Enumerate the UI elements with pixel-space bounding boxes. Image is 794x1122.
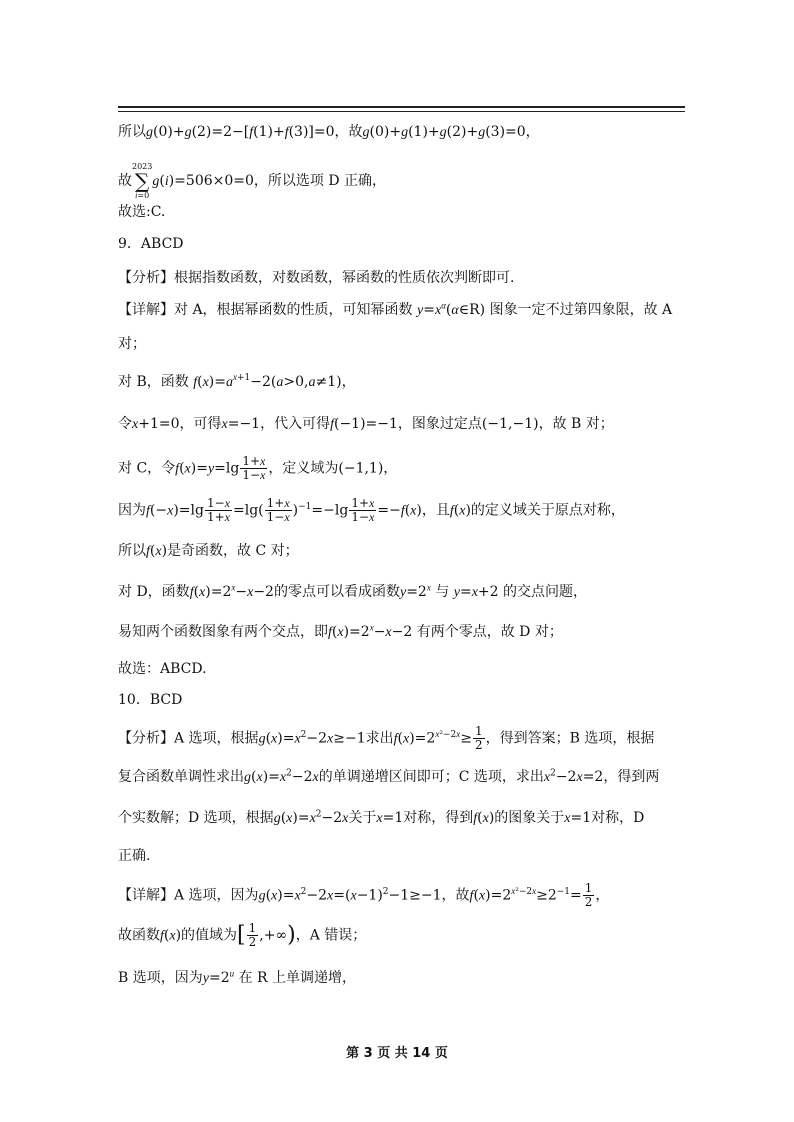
text: ，定义域为 [268, 460, 339, 477]
q8-line-3: 故选:C. [118, 204, 166, 220]
text: 对称，D [591, 810, 645, 826]
text: ，得到两 [603, 769, 660, 785]
q9-detail-2: 对； [118, 336, 146, 352]
analysis-tag: 【分析】 [118, 730, 174, 747]
text: 对 B，函数 [118, 374, 189, 390]
text: 的交点问题， [503, 584, 587, 600]
q9-detail-5: 对 C，令f(x)=y=lg $\frac{1+x}{1-x}$ ，定义域为(−1,1)， [118, 454, 398, 482]
text: ，可得 [179, 416, 222, 432]
detail-tag: 【详解】 [118, 302, 174, 318]
summation-symbol: 2023 ∑ i=0 [132, 162, 153, 200]
q9-analysis [118, 268, 514, 288]
q9-detail-10: 故选：ABCD. [118, 661, 207, 677]
text: 所以 [118, 124, 146, 140]
text: ，故 B 对； [538, 416, 614, 432]
q10-detail-2: 故函数f(x)的值域为[ $\frac{1}{2}$ ,+∞)，A 错误； [118, 921, 367, 949]
text: 因为 [118, 502, 146, 519]
q9-detail-4: 令x+1=0，可得x=−1，代入可得f(−1)=−1，图象过定点(−1,−1)，故 B 对； [118, 416, 614, 432]
text: ， [383, 460, 398, 477]
text: B 选项，因为 [118, 970, 203, 986]
detail-tag: 【详解】 [118, 887, 174, 904]
text: 的值域为 [181, 927, 238, 944]
text: 所以 [118, 543, 146, 559]
q10-detail-1: 【详解】A 选项，因为$g(x)=x^2-2x=(x-1)^2-1\ge-1$，故$f(x)=2^{x^2-2x}\ge 2^{-1}=$ $\frac{1}{2}$ ， [118, 881, 610, 909]
text: 是奇函数，故 C 对； [167, 543, 299, 559]
text: 复合函数单调性求出 [118, 769, 244, 785]
text: 与 [435, 584, 450, 600]
q10-analysis-1: 【分析】A 选项，根据$g(x)=x^2-2x\ge-1$求出$f(x)=2^{x^2-2x}\ge$ $\frac{1}{2}$ ，得到答案；B 选项，根据 [118, 724, 655, 752]
text: ，故 [441, 887, 470, 904]
q8-line-2: 故2023 ∑ i=0g(i)=506×0=0，所以选项 D 正确， [118, 162, 387, 200]
text: A 选项，根据 [174, 730, 259, 747]
q10-analysis-3: 个实数解；D 选项，根据$g(x)=x^2-2x$关于x=1对称，得到f(x)的图象关于x=1对称，D [118, 809, 645, 826]
text: 对 C，令 [118, 460, 176, 477]
text: 关于 [348, 810, 377, 826]
text: ，代入可得 [260, 416, 331, 432]
q9-detail-8: 对 D，函数$f(x)=2^x-x-2$的零点可以看成函数$y=2^x$ 与 y=x+2 的交点问题， [118, 582, 587, 600]
text: 易知两个函数图象有两个交点，即 [118, 624, 328, 640]
text: ，图象过定点 [397, 416, 482, 432]
text: 对称，得到 [403, 810, 474, 826]
text: ，所以选项 D 正确， [253, 173, 387, 189]
q10-title: 10．BCD [118, 692, 183, 708]
q9-title: 9．ABCD [118, 236, 184, 252]
q10-detail-3: B 选项，因为$y=2^u$ 在 R 上单调递增， [118, 968, 357, 986]
header-rule-thin [118, 111, 685, 112]
analysis-tag: 【分析】 [118, 270, 174, 286]
text: 的定义域关于原点对称， [470, 502, 625, 519]
text: 有两个零点，故 D 对； [416, 624, 563, 640]
text: ，且 [421, 502, 450, 519]
text: 根据指数函数，对数函数，幂函数的性质依次判断即可. [174, 270, 515, 286]
q8-line-1: 所以g(0)+g(2)=2−[f(1)+f(3)]=0，故g(0)+g(1)+g(2)+g(3)=0， [118, 124, 540, 140]
fraction: $\frac{1+x}{1-x}$ [242, 454, 266, 482]
text: 的单调递增区间即可；C 选项，求出 [318, 769, 544, 785]
text: 故 [118, 173, 132, 189]
text: ， [595, 887, 610, 904]
text: 求出 [365, 730, 394, 747]
text: 在 R 上单调递增， [238, 970, 357, 986]
q9-detail-6: 因为f(−x)=lg $\frac{1-x}{1+x}$ =lg( $\frac{1+x}{1-x}$ )$^{-1}$=−lg $\frac{1+x}{1-x}$ =−f(x)，且f(x)的定义域关于原点对称， [118, 496, 625, 524]
text: 的图象关于 [494, 810, 565, 826]
header-rule-thick [118, 106, 685, 108]
text: 对 D，函数 [118, 584, 190, 600]
text: 图象一定不过第四象限，故 A [489, 302, 673, 318]
page-footer: 第 3 页 共 14 页 [346, 1046, 448, 1061]
text: ，A 错误； [295, 927, 367, 944]
text: ， [341, 374, 356, 390]
q9-detail-3: 对 B，函数 $f(x)=a^{x+1}-2(a>0,a\ne 1)$， [118, 372, 356, 390]
q9-detail-9: 易知两个函数图象有两个交点，即$f(x)=2^x-x-2$ 有两个零点，故 D 对； [118, 622, 563, 640]
text: 令 [118, 416, 132, 432]
q10-analysis-2: 复合函数单调性求出$g(x)=x^2-2x$的单调递增区间即可；C 选项，求出$x^2-2x=2$，得到两 [118, 768, 660, 785]
text: ， [525, 124, 540, 140]
q9-detail-1: 【详解】对 A，根据幂函数的性质，可知幂函数 $y=x^\alpha(\alpha\in R)$ 图象一定不过第四象限，故 A [118, 300, 673, 318]
q10-analysis-4: 正确. [118, 848, 151, 864]
text: ，故 [334, 124, 363, 140]
text: 对 A，根据幂函数的性质，可知幂函数 [174, 302, 413, 318]
text: 个实数解；D 选项，根据 [118, 810, 274, 826]
text: 故函数 [118, 927, 160, 944]
text: A 选项，因为 [174, 887, 259, 904]
text: ，得到答案；B 选项，根据 [485, 730, 655, 747]
text: 的零点可以看成函数 [273, 584, 400, 600]
q9-detail-7: 所以f(x)是奇函数，故 C 对； [118, 543, 299, 559]
